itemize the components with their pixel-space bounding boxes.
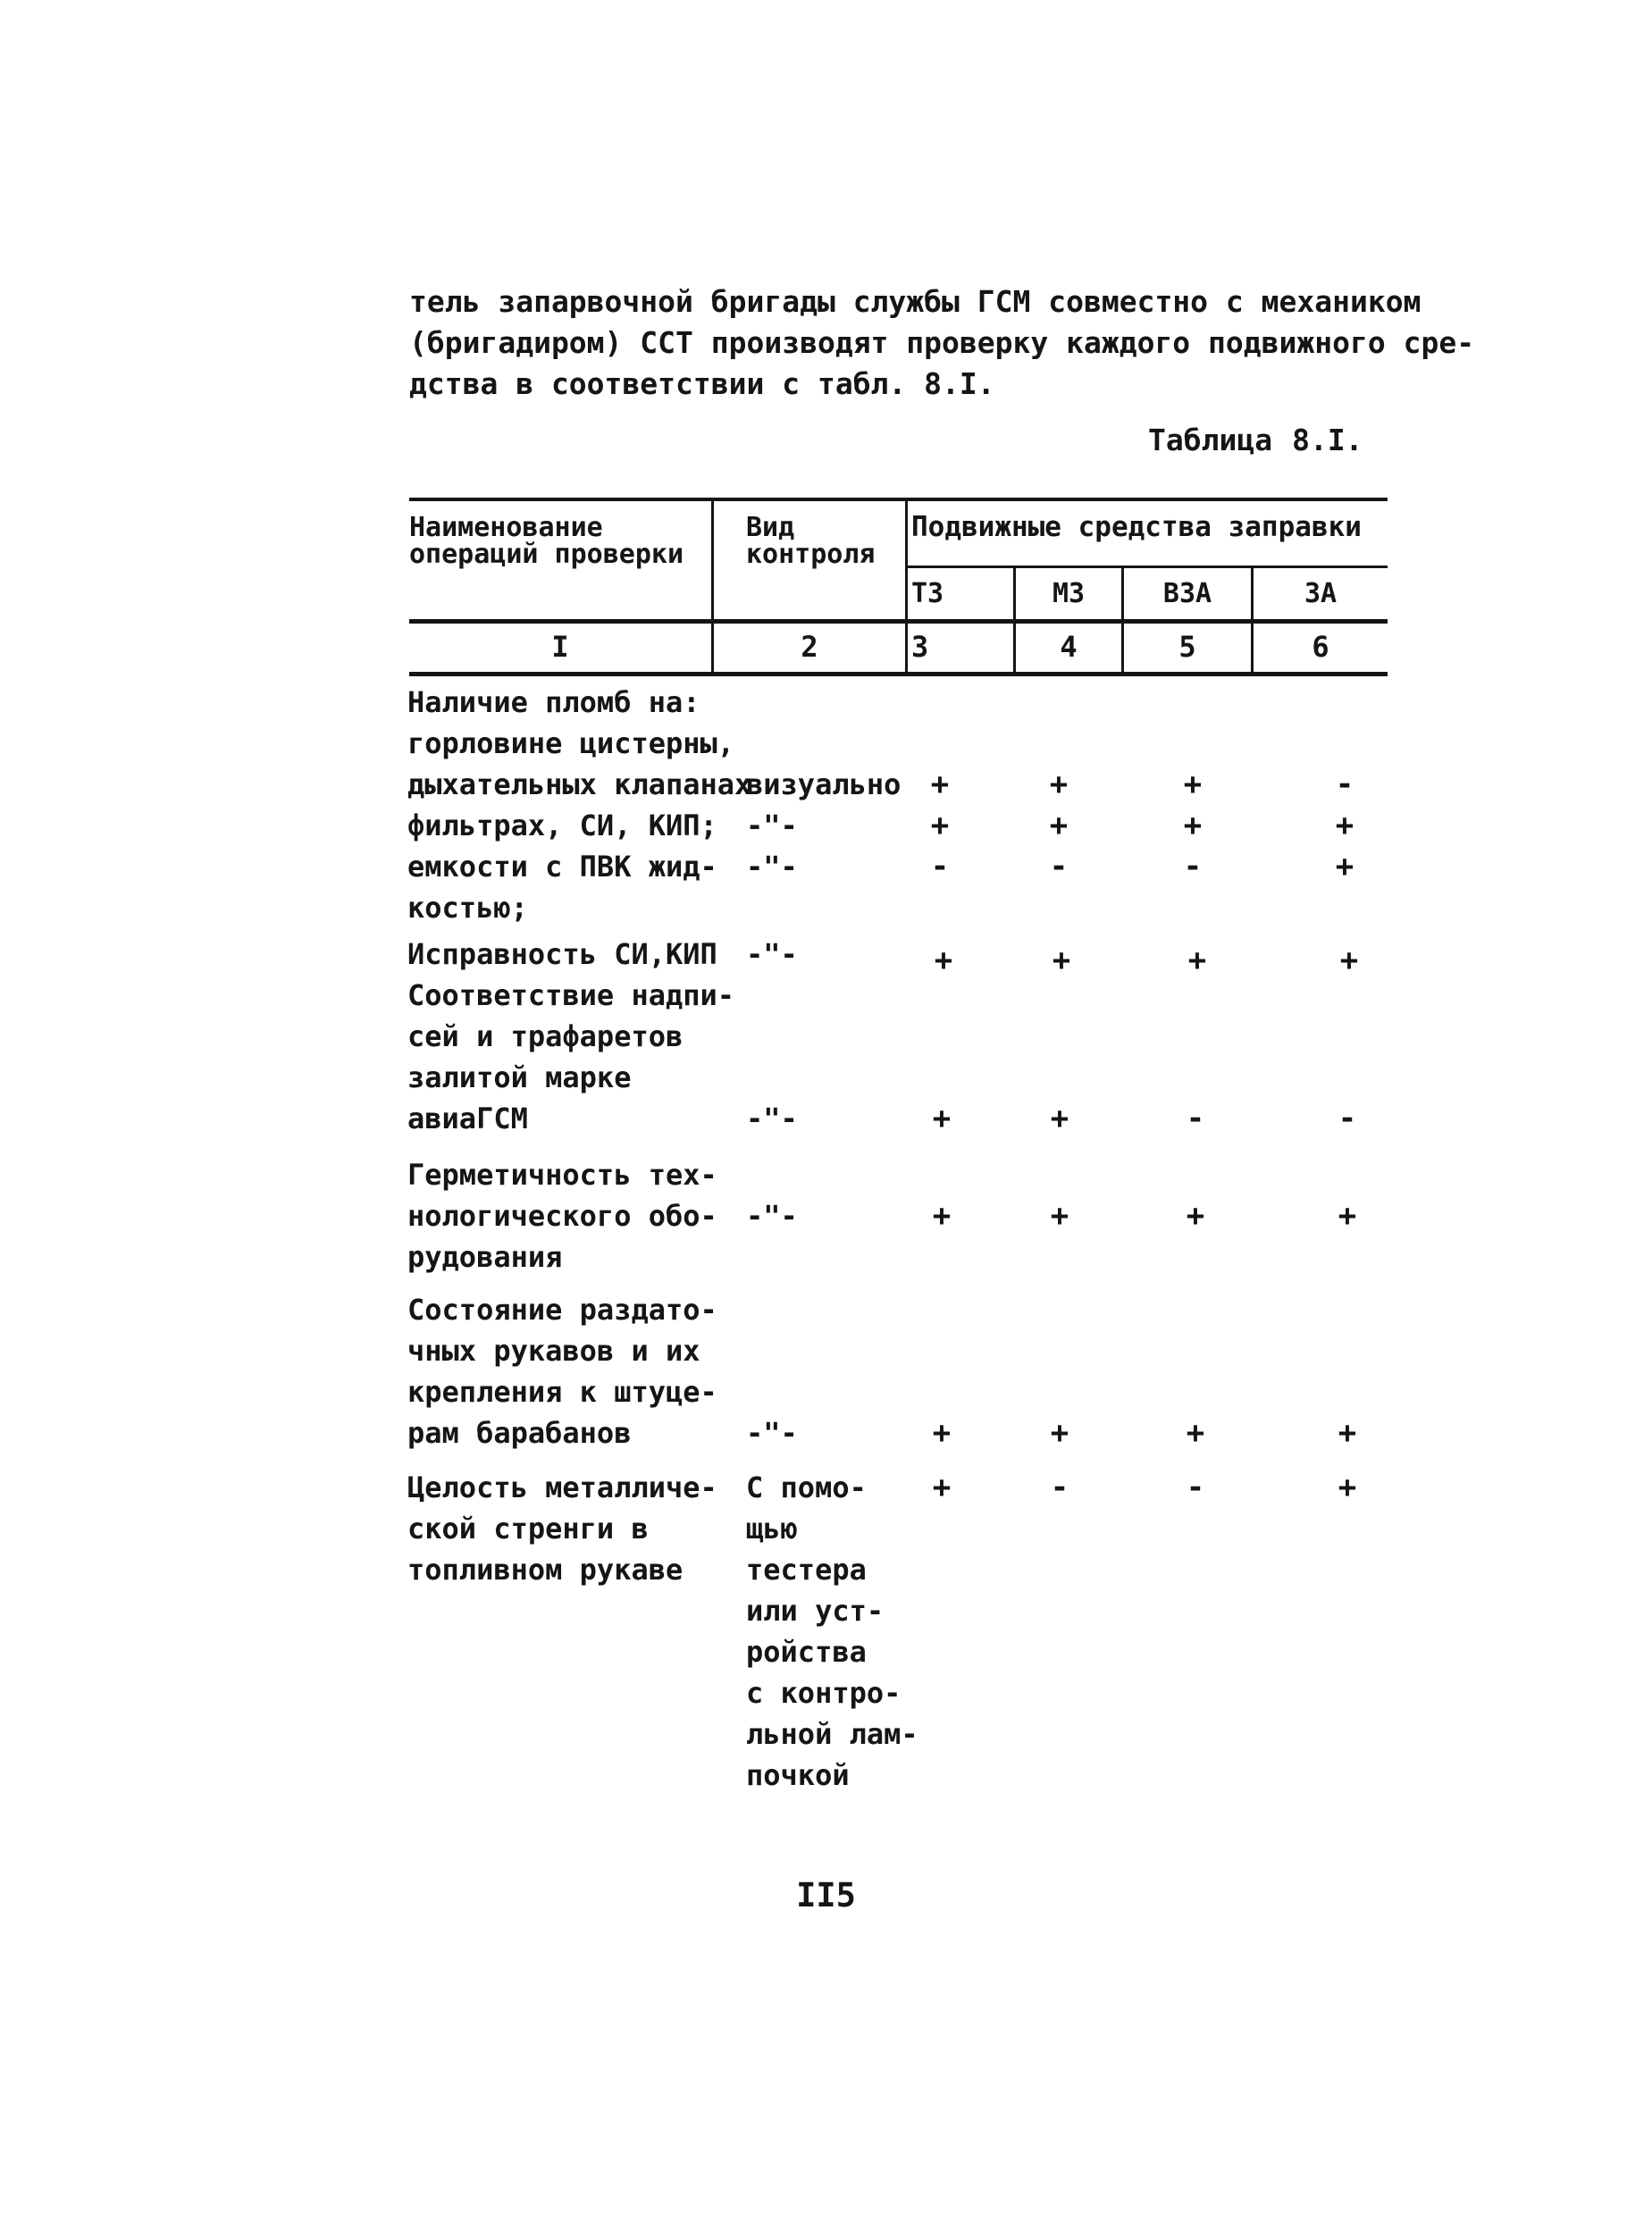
control-line: почкой (746, 1758, 850, 1792)
mark-tz: + (932, 1415, 952, 1451)
mark-tz: + (934, 943, 953, 978)
table-numbers-bottom-rule (409, 672, 1388, 676)
table-caption-label: Таблица (1148, 423, 1273, 457)
operation-line: емкости с ПВК жид- (407, 850, 717, 884)
header-sub-za: ЗА (1304, 578, 1338, 609)
control-line: ройства (746, 1635, 867, 1669)
control-line: с контро- (746, 1676, 901, 1710)
header-line: Вид (746, 512, 795, 543)
operation-line: фильтрах, СИ, КИП; (407, 809, 717, 842)
operation-line: крепления к штуце- (407, 1375, 717, 1409)
mark-vza: - (1186, 1470, 1205, 1505)
operation-line: Наличие пломб на: (407, 685, 700, 719)
mark-za: + (1338, 1470, 1357, 1505)
table-row-control: визуально (746, 767, 901, 801)
control-line: щью (746, 1512, 798, 1546)
header-sub-vza: ВЗА (1162, 578, 1212, 609)
operation-line: Соответствие надпи- (407, 978, 735, 1012)
mark-za: + (1338, 1415, 1357, 1451)
table-row-operation (407, 682, 751, 805)
operation-line: дыхательных клапанах (407, 767, 752, 801)
table-row-operation (407, 975, 734, 1139)
table-row-control: -"- (746, 809, 798, 842)
table-caption (1148, 423, 1363, 457)
mark-za: + (1339, 943, 1359, 978)
mark-za: - (1338, 1101, 1357, 1136)
mark-za: + (1335, 849, 1354, 884)
mark-tz: - (930, 849, 950, 884)
operation-line: горловине цистерны, (407, 726, 735, 760)
table-row-operation (407, 1154, 717, 1278)
mark-vza: + (1187, 943, 1207, 978)
mark-vza: + (1186, 1415, 1205, 1451)
table-header-bottom-rule (409, 619, 1388, 624)
mark-tz: + (930, 767, 950, 802)
control-line: льной лам- (746, 1717, 918, 1751)
operation-line: чных рукавов и их (407, 1334, 700, 1368)
table-top-rule (409, 498, 1388, 501)
header-vehicle-group: Подвижные средства заправки (911, 511, 1362, 543)
paragraph-line: тель запарвочной бригады службы ГСМ совместно с механиком (409, 284, 1421, 319)
mark-tz: + (932, 1198, 952, 1234)
header-control-type (746, 512, 876, 570)
paragraph-line: (бригадиром) ССТ производят проверку каждого подвижного сре- (409, 325, 1475, 360)
mark-mz: - (1049, 849, 1069, 884)
intro-paragraph (409, 281, 1475, 405)
column-number-4: 4 (1060, 630, 1078, 664)
operation-line: сей и трафаретов (407, 1019, 683, 1053)
mark-tz: + (930, 808, 950, 843)
mark-mz: + (1049, 808, 1069, 843)
operation-line: костью; (407, 891, 528, 925)
table-group-rule (907, 566, 1388, 568)
mark-mz: + (1049, 767, 1069, 802)
table-vline-col3 (905, 498, 908, 675)
column-number-1: I (551, 630, 569, 664)
column-number-2: 2 (801, 630, 818, 664)
operation-line: рам барабанов (407, 1416, 632, 1450)
mark-vza: + (1183, 808, 1203, 843)
mark-vza: - (1186, 1101, 1205, 1136)
header-operation-name (409, 512, 684, 570)
control-line: С помо- (746, 1470, 867, 1504)
header-sub-mz: МЗ (1052, 578, 1086, 609)
table-row-control: -"- (746, 937, 798, 971)
table-row-operation (407, 805, 717, 846)
page-number: II5 (796, 1876, 856, 1914)
operation-line: залитой марке (407, 1060, 632, 1094)
control-line: тестера (746, 1553, 867, 1587)
operation-line: Состояние раздато- (407, 1293, 717, 1327)
table-row-operation (407, 934, 717, 975)
table-row-control (746, 1467, 918, 1796)
operation-line: Исправность СИ,КИП (407, 937, 717, 971)
mark-mz: + (1050, 1415, 1069, 1451)
header-line: операций проверки (409, 539, 684, 570)
header-line: Наименование (409, 512, 603, 543)
paragraph-line: дства в соответствии с табл. 8.I. (409, 366, 995, 401)
operation-line: Герметичность тех- (407, 1158, 717, 1192)
mark-mz: + (1052, 943, 1071, 978)
column-number-5: 5 (1178, 630, 1196, 664)
operation-line: рудования (407, 1240, 563, 1274)
mark-vza: - (1183, 849, 1203, 884)
mark-mz: - (1050, 1470, 1069, 1505)
mark-za: + (1335, 808, 1354, 843)
table-row-control: -"- (746, 1199, 798, 1233)
control-line: или уст- (746, 1594, 885, 1628)
mark-tz: + (932, 1470, 952, 1505)
column-number-3: 3 (911, 630, 929, 664)
table-caption-number: 8.I. (1292, 423, 1363, 457)
operation-line: нологического обо- (407, 1199, 717, 1233)
column-number-6: 6 (1312, 630, 1329, 664)
mark-tz: + (932, 1101, 952, 1136)
table-row-operation (407, 1467, 717, 1590)
mark-vza: + (1186, 1198, 1205, 1234)
operation-line: Целость металличе- (407, 1470, 717, 1504)
mark-mz: + (1050, 1101, 1069, 1136)
operation-line: топливном рукаве (407, 1553, 683, 1587)
mark-mz: + (1050, 1198, 1069, 1234)
mark-za: - (1335, 767, 1354, 802)
mark-za: + (1338, 1198, 1357, 1234)
table-row-operation (407, 1289, 717, 1454)
table-row-control: -"- (746, 1416, 798, 1450)
mark-vza: + (1183, 767, 1203, 802)
header-line: контроля (746, 539, 876, 570)
header-sub-tz: ТЗ (911, 578, 944, 609)
table-row-control: -"- (746, 1102, 798, 1135)
operation-line: ской стренги в (407, 1512, 649, 1546)
table-row-control: -"- (746, 850, 798, 884)
operation-line: авиаГСМ (407, 1102, 528, 1135)
table-row-operation (407, 846, 717, 928)
